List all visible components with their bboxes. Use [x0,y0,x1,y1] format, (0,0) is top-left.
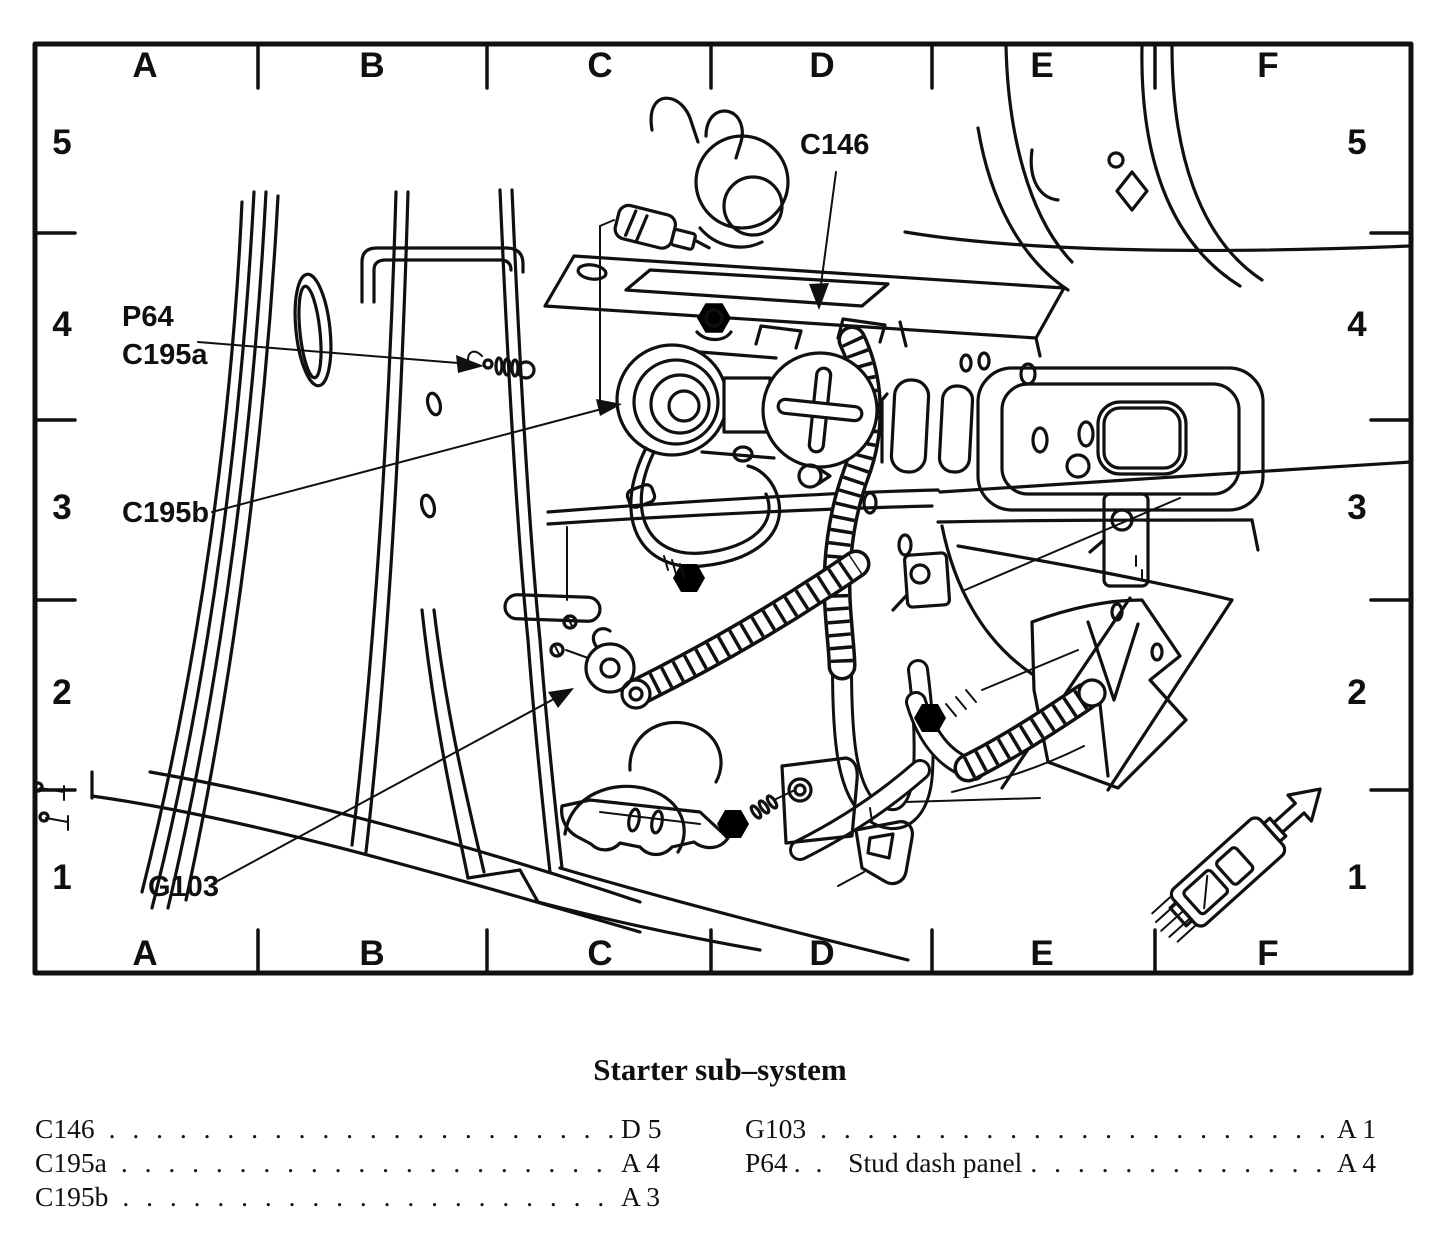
index-grid-ref: D 5 [621,1113,662,1144]
grid-row-label-left: 4 [52,305,72,344]
index-description: . . Stud dash panel [794,1147,1023,1179]
p64-c195a-leader-line [198,342,458,363]
grid-row-label-right: 1 [1347,858,1367,897]
figure-title: Starter sub–system [593,1052,847,1087]
callout-g103: G103 [148,871,219,903]
index-row [35,1147,677,1181]
callout-p64-c195a [122,298,207,374]
grid-column-label-bottom: D [809,934,835,973]
c195b-leader-line [212,410,598,512]
grid-column-label-bottom: A [132,934,158,973]
grid-column-label-bottom: B [359,934,385,973]
index-row [745,1113,1393,1147]
connector-orientation-icon [1146,771,1336,949]
grid-column-label-top: C [587,46,613,85]
c146-arrowhead [809,283,829,310]
grid-column-label-top: A [132,46,158,85]
index-label: G103 [745,1113,807,1144]
dot-leader [1030,1147,1329,1179]
grid-column-label-top: D [809,46,835,85]
grid-column-label-bottom: F [1257,934,1279,973]
dot-leader [121,1147,613,1179]
grid-column-label-top: B [359,46,385,85]
grid-row-label-left: 3 [52,488,72,527]
index-row [745,1147,1393,1181]
callout-c195b: C195b [122,497,210,529]
index-grid-ref: A 1 [1337,1113,1376,1144]
direction-arrow-icon [1266,776,1332,840]
grid-row-label-right: 3 [1347,488,1367,527]
grid-row-label-left: 5 [52,123,72,162]
grid-column-label-top: E [1030,46,1054,85]
callout-c146: C146 [800,129,870,161]
index-row [35,1113,677,1147]
callout-p64: P64 [122,301,174,333]
callout-c195a: C195a [122,339,208,371]
index-label: C195b [35,1181,109,1212]
grid-column-label-bottom: E [1030,934,1054,973]
index-column-left [35,1113,677,1215]
index-grid-ref: A 3 [621,1181,660,1212]
grid-row-label-right: 4 [1347,305,1367,344]
dot-leader [122,1181,613,1213]
grid-row-label-left: 2 [52,673,72,712]
index-row [35,1181,677,1215]
p64-c195a-arrowhead [456,355,484,373]
grid-row-label-left: 1 [52,858,72,897]
g103-arrowhead [548,688,574,708]
grid-column-label-top: F [1257,46,1279,85]
index-column-right [745,1113,1393,1181]
grid-column-label-bottom: C [587,934,613,973]
dot-leader [109,1113,613,1145]
index-label: C146 [35,1113,95,1144]
index-grid-ref: A 4 [621,1147,660,1178]
grid-row-label-right: 2 [1347,673,1367,712]
index-label: P64 [745,1147,788,1178]
index-grid-ref: A 4 [1337,1147,1376,1178]
vehicle-line-art [142,46,1411,908]
index-label: C195a [35,1147,107,1178]
dot-leader [820,1113,1329,1145]
grid-row-label-right: 5 [1347,123,1367,162]
